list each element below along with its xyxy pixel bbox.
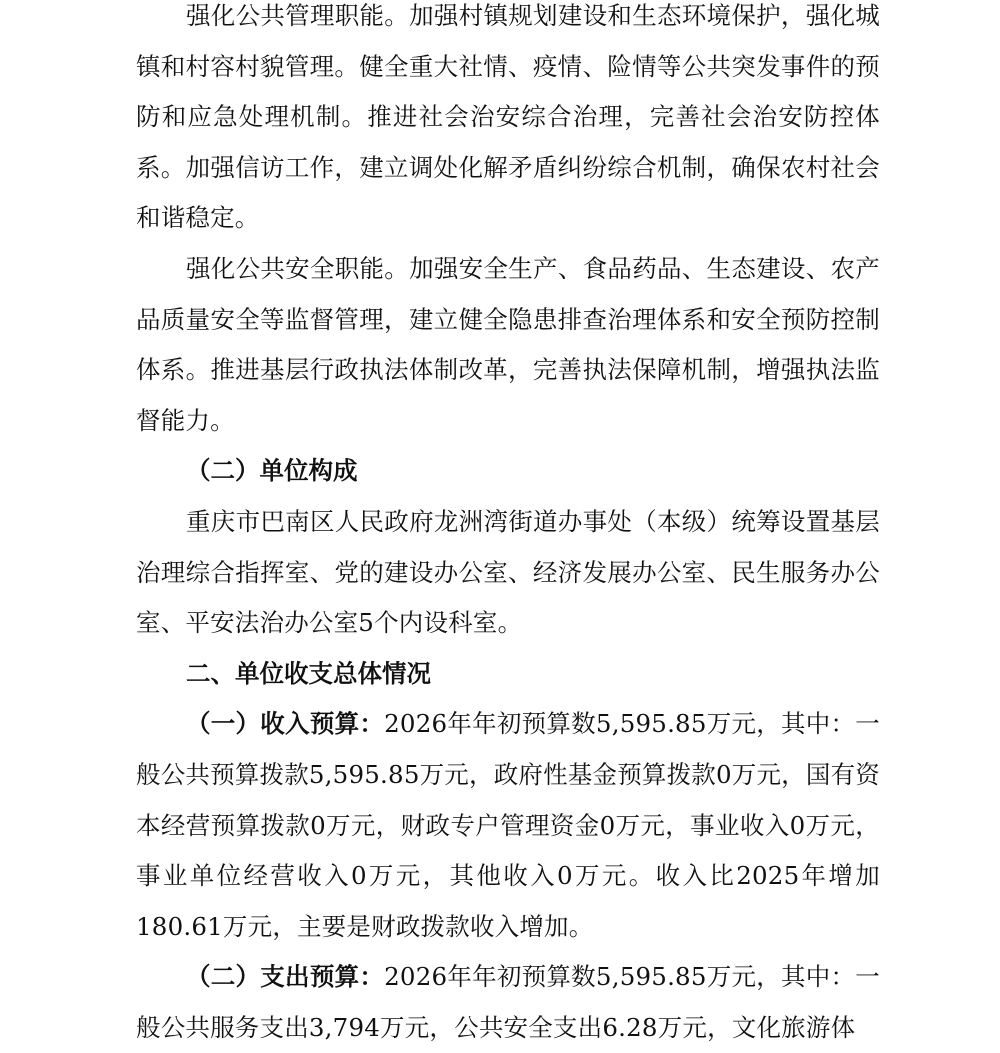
document-page: [136, 0, 880, 1053]
income-budget-label: （一）收入预算：: [186, 709, 385, 739]
income-budget-text: 2026年年初预算数5,595.85万元，其中：一般公共预算拨款5,595.85万元，政府性基金预算拨款0万元，国有资本经营预算拨款0万元，财政专户管理资金0万元，事业收入0万元，事业单位经营收入0万元，其他收入0万元。收入比2025年增加180.61万元，主要是财政拨款收入增加。: [136, 709, 880, 941]
expense-budget-label: （二）支出预算：: [186, 962, 385, 992]
expense-budget-text: 2026年年初预算数5,595.85万元，其中：一般公共服务支出3,794万元，公共安全支出6.28万元，文化旅游体: [136, 962, 880, 1042]
heading-overall-income-expense: 二、单位收支总体情况: [186, 658, 431, 688]
paragraph-public-management: 强化公共管理职能。加强村镇规划建设和生态环境保护，强化城镇和村容村貌管理。健全重大社情、疫情、险情等公共突发事件的预防和应急处理机制。推进社会治安综合治理，完善社会治安防控体系。加强信访工作，建立调处化解矛盾纠纷综合机制，确保农村社会和谐稳定。: [136, 1, 880, 233]
subheading-unit-composition: （二）单位构成: [186, 456, 358, 486]
paragraph-income-budget: [136, 699, 880, 952]
paragraph-public-safety: 强化公共安全职能。加强安全生产、食品药品、生态建设、农产品质量安全等监督管理，建立健全隐患排查治理体系和安全预防控制体系。推进基层行政执法体制改革，完善执法保障机制，增强执法监督能力。: [136, 253, 880, 435]
paragraph-unit-composition: 重庆市巴南区人民政府龙洲湾街道办事处（本级）统筹设置基层治理综合指挥室、党的建设办公室、经济发展办公室、民生服务办公室、平安法治办公室5个内设科室。: [136, 506, 880, 638]
paragraph-expense-budget: [136, 952, 880, 1053]
